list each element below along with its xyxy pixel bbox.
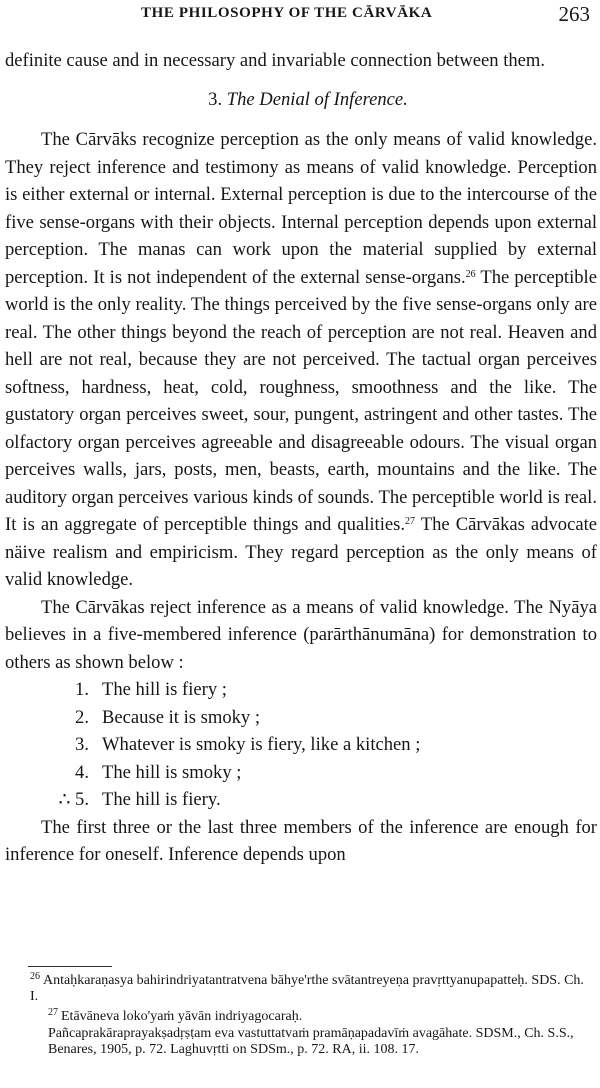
footnote-divider: [28, 966, 112, 967]
paragraph-inference-members: The first three or the last three members of the inference are enough for inference for oneself. Inference depends upon: [5, 816, 597, 865]
paragraph-perception-part-a: The Cārvāks recognize perception as the only means of valid knowledge. They reject inference and testimony as means of valid knowledge. Perception is either external or internal. External perception is due to the intercourse of the five sense-organs with their objects. Internal perception depends upon external perception. The manas can work upon the material supplied by external perception. It is not independent of the external sense-organs.: [5, 129, 597, 288]
syllogism-marker: ∴ 5.: [58, 789, 89, 810]
syllogism-marker: 1.: [75, 679, 89, 700]
paragraph-perception: [5, 126, 597, 594]
page-header: [0, 2, 600, 26]
syllogism-list: [5, 676, 597, 814]
syllogism-text: The hill is smoky ;: [102, 761, 242, 783]
running-title: THE PHILOSOPHY OF THE CĀRVĀKA: [141, 5, 433, 21]
body-text: [5, 47, 597, 869]
syllogism-step: [5, 731, 597, 759]
section-number: 3.: [208, 88, 223, 110]
paragraph-perception-part-c: The Cārvākas advocate näive realism and empiricism. They regard perception as the only means of valid knowledge.: [5, 514, 597, 590]
syllogism-step: [5, 704, 597, 732]
syllogism-marker: 2.: [75, 706, 89, 728]
footnote-ref-27: 27: [405, 516, 416, 527]
paragraph-perception-part-b: The perceptible world is the only reality. The things perceived by the five sense-organs only are real. The other things beyond the reach of perception are not real. Heaven and hell are not real, because they are not perceived. The tactual organ perceives softness, hardness, heat, cold, roughness, smoothness and the like. The gustatory organ perceives sweet, sour, pungent, astringent and other tastes. The olfactory organ perceives agreeable and disagreeable odours. The visual organ perceives walls, jars, posts, men, beasts, earth, mountains and the like. The auditory organ perceives various kinds of sounds. The perceptible world is real. It is an aggregate of perceptible things and qualities.: [5, 266, 597, 535]
footnote-text-26: Antaḥkaraṇasya bahirindriyatantratvena bāhye'rthe svātantreyeṇa pravṛttyanupapatteḥ. SDS. Ch. I.: [30, 973, 584, 1005]
footnote-27-continuation: Pañcaprakāraprayakṣadṛṣṭam eva vastuttatvaṁ pramāṇapadavīṁ avagāhate. SDSM., Ch. S.S., Benares, 1905, p. 72. Laghuvṛtti on SDSm., p. 72. RA, ii. 108. 17.: [48, 1025, 574, 1057]
syllogism-marker: 4.: [75, 761, 89, 783]
syllogism-text: Whatever is smoky is fiery, like a kitchen ;: [102, 734, 421, 755]
section-title: The Denial of Inference.: [226, 88, 408, 110]
syllogism-text: The hill is fiery ;: [102, 679, 227, 700]
syllogism-step: [5, 786, 597, 814]
syllogism-step: [5, 676, 597, 704]
syllogism-step: [5, 759, 597, 787]
paragraph-continuation: definite cause and in necessary and invariable connection between them.: [5, 50, 546, 71]
syllogism-marker: 3.: [75, 734, 89, 755]
paragraph-inference: The Cārvākas reject inference as a means of valid knowledge. The Nyāya believes in a five-membered inference (parārthānumāna) for demonstration to others as shown below :: [5, 596, 597, 673]
footnote-26: [30, 969, 590, 1005]
footnote-marker-26: 26: [30, 971, 40, 982]
section-heading: [5, 86, 597, 114]
syllogism-text: The hill is fiery.: [102, 789, 221, 810]
footnote-ref-26: 26: [465, 268, 476, 280]
syllogism-text: Because it is smoky ;: [102, 706, 261, 728]
footnote-27: [30, 1005, 590, 1025]
footnote-text-27: Etāvāneva loko'yaṁ yāvān indriyagocaraḥ.: [61, 1009, 303, 1025]
footnotes: [30, 969, 590, 1058]
footnote-marker-27: 27: [48, 1007, 58, 1019]
page-number: 263: [558, 2, 590, 26]
